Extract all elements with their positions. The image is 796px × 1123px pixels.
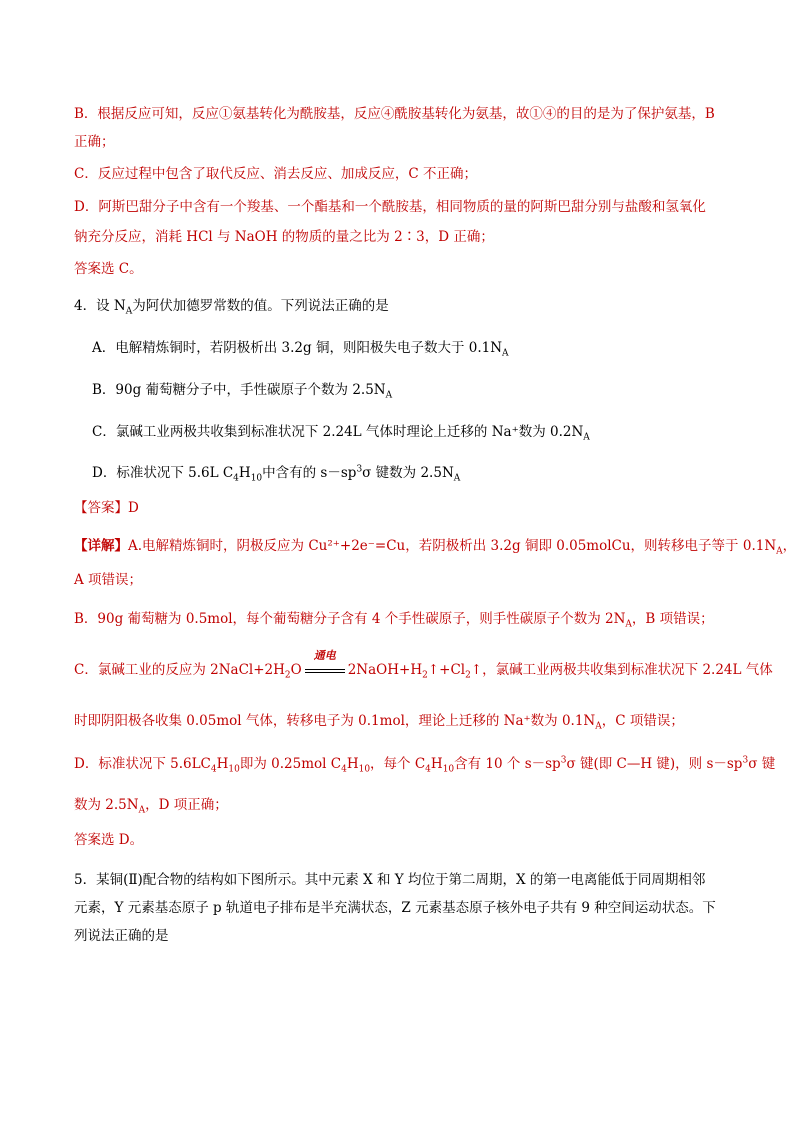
- option-b: B．90g 葡萄糖分子中，手性碳原子个数为 $2.5N_A$: [92, 382, 393, 401]
- answer-label: 【答案】D: [74, 500, 139, 516]
- text-line: 答案选 C。: [74, 261, 143, 277]
- detail-line: D．标准状况下 $5.6LC_4H_{10}$即为 0.25mol $C_4H_{10}$，每个 $C_4H_{10}$含有 10 个 $s-sp^3\sigma$ 键(即 C—H 键)，则 $s-sp^3\sigma$ 键: [74, 755, 776, 775]
- detail-line: 答案选 D。: [74, 832, 144, 848]
- text-line: C．反应过程中包含了取代反应、消去反应、加成反应，C 不正确；: [74, 166, 477, 182]
- detail-line: A 项错误；: [74, 572, 143, 588]
- detail-line: 数为 $2.5N_A$，D 项正确；: [74, 797, 228, 816]
- detail-line-equation: C．氯碱工业的反应为 $2NaCl+2H_2O$ 通电 $2NaOH+H_2↑+Cl_2↑$，氯碱工业两极共收集到标准状况下 2.24L 气体: [74, 649, 773, 681]
- question-5-stem: 元素，Y 元素基态原子 p 轨道电子排布是半充满状态，Z 元素基态原子核外电子共有 9 种空间运动状态。下: [74, 900, 716, 916]
- detail-line: 时即阴阳极各收集 0.05mol 气体，转移电子为 0.1mol，理论上迁移的 Na⁺数为 $0.1N_A$，C 项错误；: [74, 713, 684, 732]
- option-c: C．氯碱工业两极共收集到标准状况下 2.24L 气体时理论上迁移的 Na⁺数为 $0.2N_A$: [92, 424, 590, 443]
- text-line: D．阿斯巴甜分子中含有一个羧基、一个酯基和一个酰胺基，相同物质的量的阿斯巴甜分别与盐酸和氢氧化: [74, 199, 706, 215]
- text-line: B．根据反应可知，反应①氨基转化为酰胺基，反应④酰胺基转化为氨基，故①④的目的是为了保护氨基，B: [74, 106, 715, 122]
- text-line: 钠充分反应，消耗 HCl 与 NaOH 的物质的量之比为 2∶3，D 正确；: [74, 229, 494, 245]
- detail-line: 【详解】A.电解精炼铜时，阴极反应为 Cu²⁺+2e⁻=Cu，若阴极析出 3.2g 铜即 0.05molCu，则转移电子等于 $0.1N_A$，: [74, 538, 796, 557]
- reaction-arrow: 通电: [302, 660, 348, 680]
- option-a: A．电解精炼铜时，若阴极析出 3.2g 铜，则阳极失电子数大于 $0.1N_A$: [92, 340, 509, 359]
- detail-line: B．90g 葡萄糖为 0.5mol，每个葡萄糖分子含有 4 个手性碳原子，则手性碳原子个数为 $2N_A$，B 项错误；: [74, 611, 714, 630]
- question-5-stem: 5．某铜(Ⅱ)配合物的结构如下图所示。其中元素 X 和 Y 均位于第二周期，X 的第一电离能低于同周期相邻: [74, 872, 706, 888]
- text-line: 正确；: [74, 134, 115, 150]
- question-5-stem: 列说法正确的是: [74, 928, 169, 944]
- option-d: D．标准状况下 5.6L $C_4H_{10}$中含有的 $s-sp^3\sigma$ 键数为 $2.5N_A$: [92, 464, 461, 484]
- question-4-stem: 4．设 $N_A$为阿伏加德罗常数的值。下列说法正确的是: [74, 298, 389, 317]
